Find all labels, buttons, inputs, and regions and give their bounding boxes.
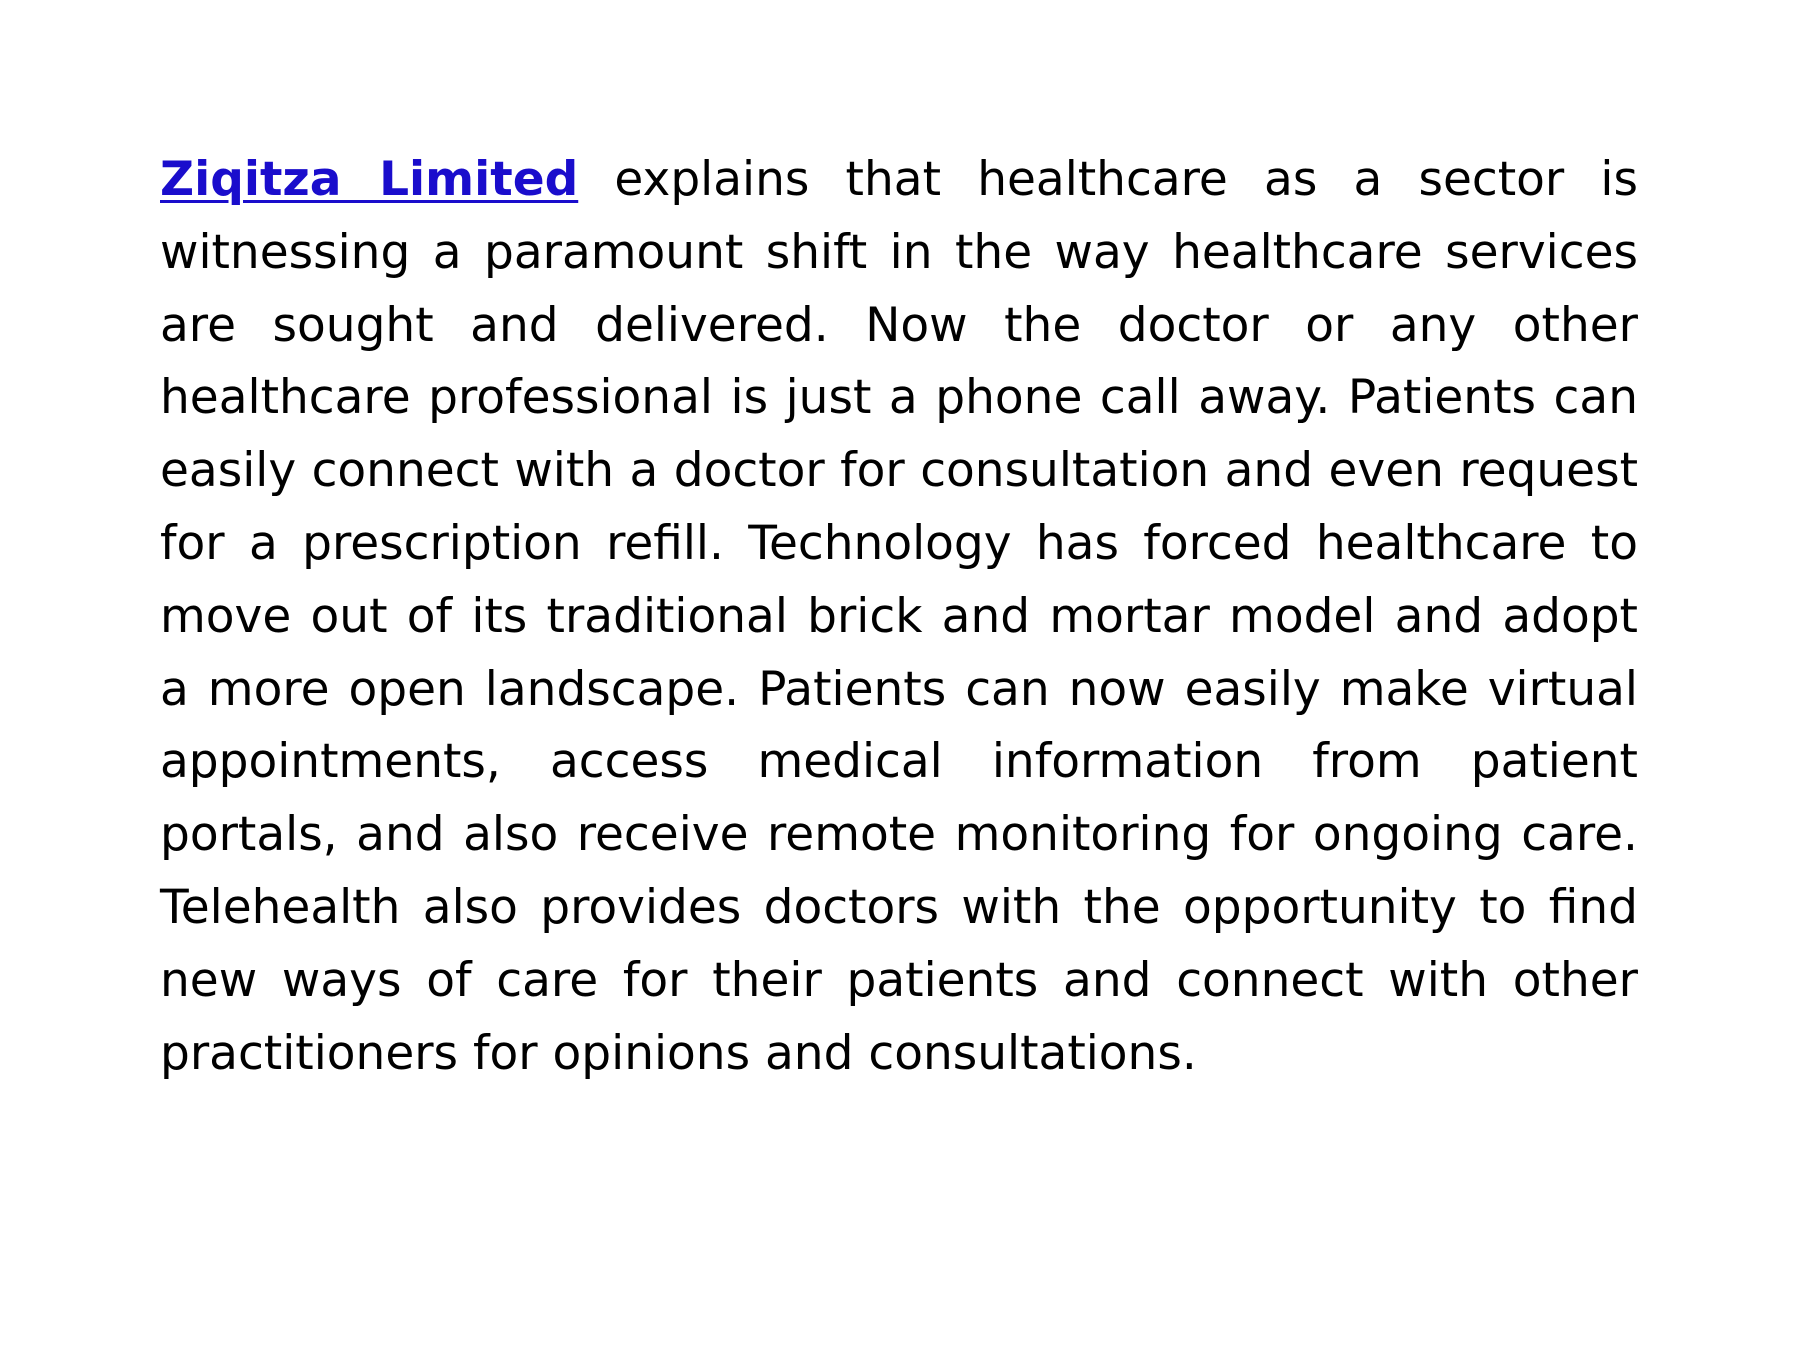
company-link[interactable]: Ziqitza Limited [160,152,579,207]
body-paragraph [160,144,1638,1090]
paragraph-text: explains that healthcare as a sector is witnessing a paramount shift in the way healthcare services are sought and delivered. Now the doctor or any other healthcare professional is just a phone call away. Patients can easily connect with a doctor for consultation and even request for a prescription refill. Technology has forced healthcare to move out of its traditional brick and mortar model and adopt a more open landscape. Patients can now easily make virtual appointments, access medical information from patient portals, and also receive remote monitoring for ongoing care. Telehealth also provides doctors with the opportunity to find new ways of care for their patients and connect with other practitioners for opinions and consultations. [160,152,1638,1081]
